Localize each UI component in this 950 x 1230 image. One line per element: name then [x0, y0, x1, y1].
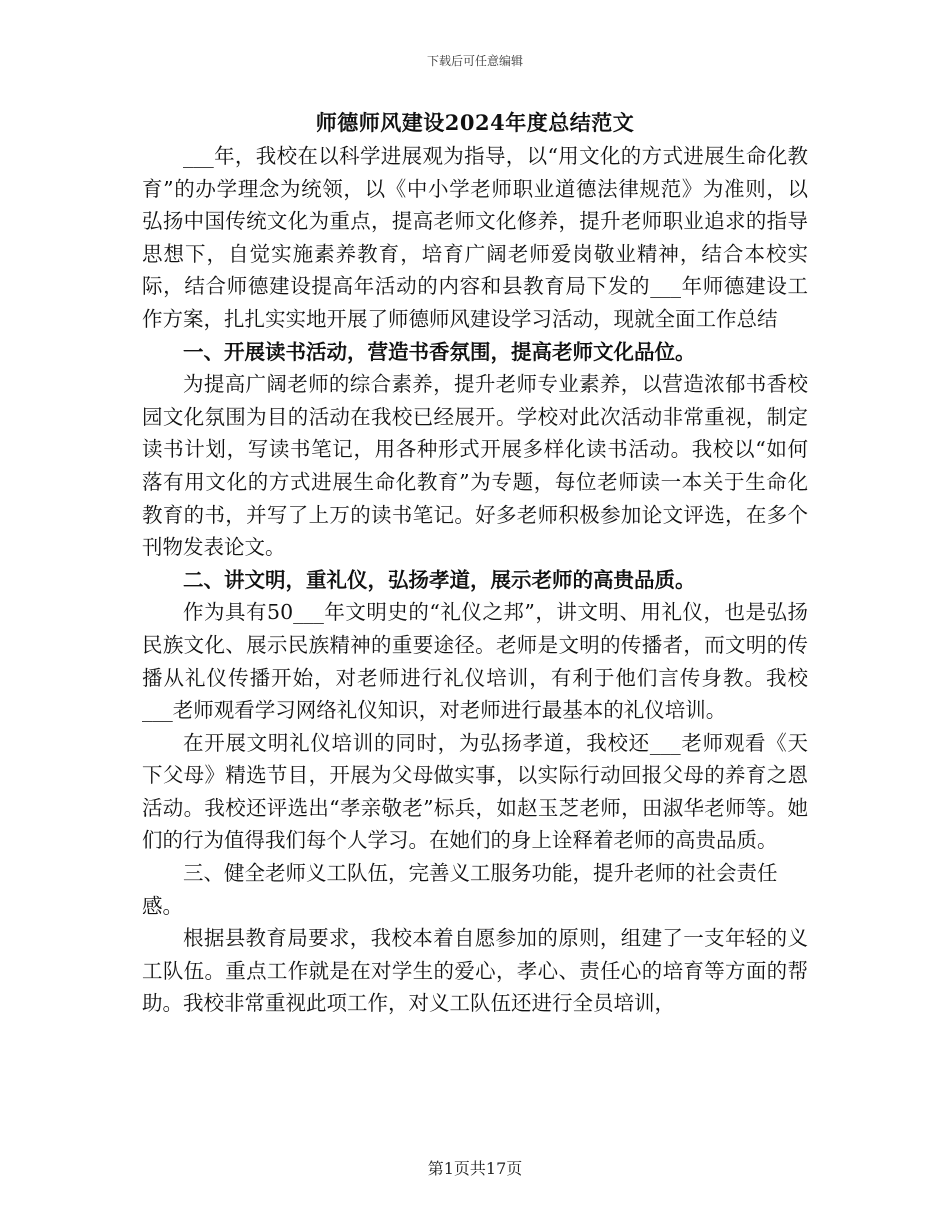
paragraph-filial-piety: 在开展文明礼仪培训的同时，为弘扬孝道，我校还___老师观看《天下父母》精选节目，开展为父母做实事，以实际行动回报父母的养育之恩活动。我校还评选出“孝亲敬老”标兵，如赵玉芝老师，田淑华老师等。她们的行为值得我们每个人学习。在她们的身上诠释着老师的高贵品质。 [142, 730, 808, 853]
paragraph-reading: 为提高广阔老师的综合素养，提升老师专业素养，以营造浓郁书香校园文化氛围为目的活动在我校已经展开。学校对此次活动非常重视，制定读书计划，写读书笔记，用各种形式开展多样化读书活动。我校以“如何落有用文化的方式进展生命化教育”为专题，每位老师读一本关于生命化教育的书，并写了上万的读书笔记。好多老师积极参加论文评选，在多个刊物发表论文。 [142, 372, 808, 560]
page-number: 第1页共17页 [427, 1159, 523, 1178]
document-title: 师德师风建设2024年度总结范文 [315, 110, 635, 135]
section-heading-3: 三、健全老师义工队伍，完善义工服务功能，提升老师的社会责任感。 [142, 861, 778, 918]
header-note: 下载后可任意编辑 [426, 54, 523, 68]
section-heading-2: 二、讲文明，重礼仪，弘扬孝道，展示老师的高贵品质。 [183, 567, 696, 592]
paragraph-intro: ___年，我校在以科学进展观为指导，以“用文化的方式进展生命化教育”的办学理念为统领，以《中小学老师职业道德法律规范》为准则，以弘扬中国传统文化为重点，提高老师文化修养，提升老师职业追求的指导思想下，自觉实施素养教育，培育广阔老师爱岗敬业精神，结合本校实际，结合师德建设提高年活动的内容和县教育局下发的___年师德建设工作方案，扎扎实实地开展了师德师风建设学习活动，现就全面工作总结 [142, 144, 808, 331]
document-body [142, 106, 808, 1020]
paragraph-etiquette: 作为具有50___年文明史的“礼仪之邦”，讲文明、用礼仪，也是弘扬民族文化、展示民族精神的重要途径。老师是文明的传播者，而文明的传播从礼仪传播开始，对老师进行礼仪培训，有利于他们言传身教。我校___老师观看学习网络礼仪知识，对老师进行最基本的礼仪培训。 [142, 600, 808, 723]
paragraph-volunteers: 根据县教育局要求，我校本着自愿参加的原则，组建了一支年轻的义工队伍。重点工作就是在对学生的爱心，孝心、责任心的培育等方面的帮助。我校非常重视此项工作，对义工队伍还进行全员培训， [142, 926, 808, 1016]
section-heading-1: 一、开展读书活动，营造书香氛围，提高老师文化品位。 [183, 339, 696, 364]
